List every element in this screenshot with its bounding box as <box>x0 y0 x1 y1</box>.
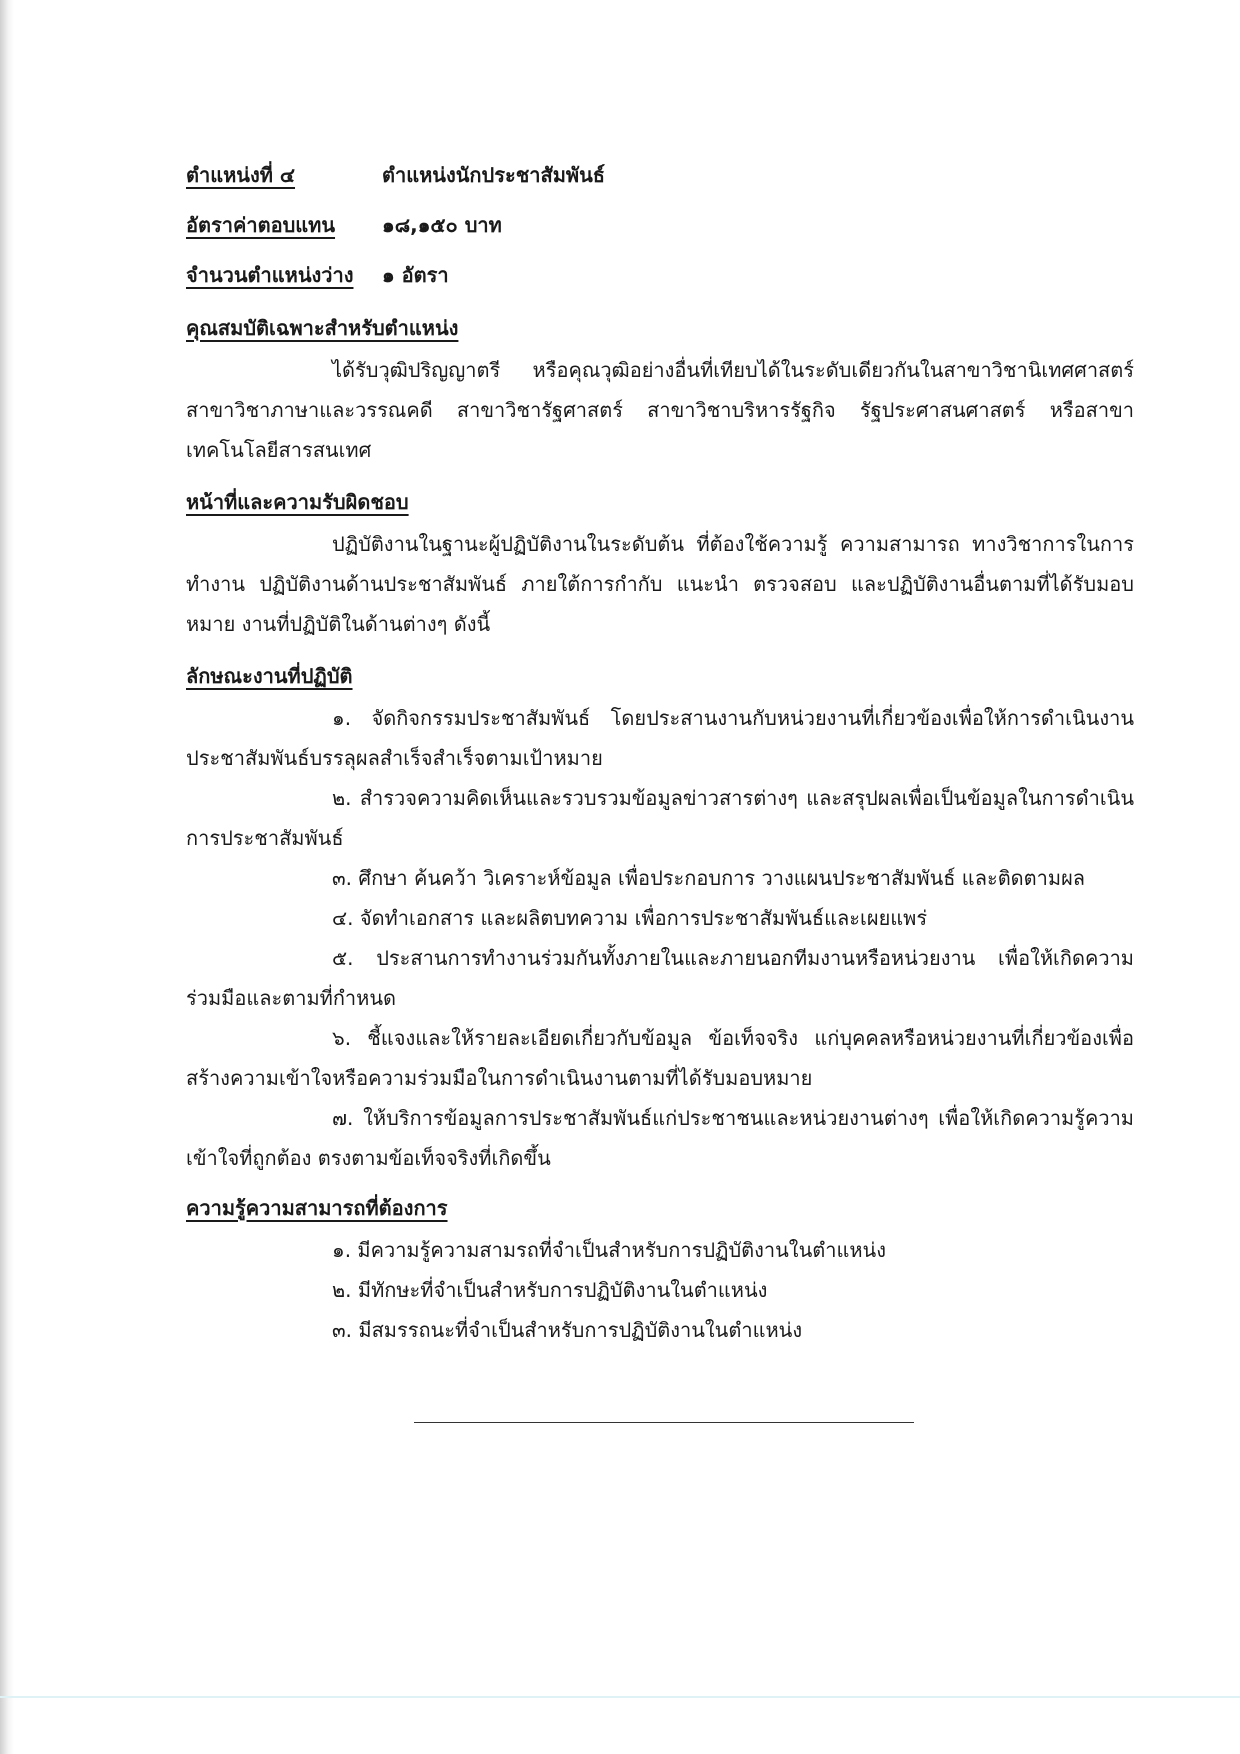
work-item-4: ๔. จัดทำเอกสาร และผลิตบทความ เพื่อการประชาสัมพันธ์และเผยแพร่ <box>332 906 928 930</box>
competency-item-3: ๓. มีสมรรถนะที่จำเป็นสำหรับการปฏิบัติงานในตำแหน่ง <box>332 1318 803 1342</box>
document-body <box>186 150 1134 1358</box>
scan-left-edge <box>0 0 14 1754</box>
competency-list <box>186 1230 1134 1350</box>
vacancies-value: ๑ อัตรา <box>382 263 449 287</box>
competency-heading: ความรู้ความสามารถที่ต้องการ <box>186 1196 448 1220</box>
position-label: ตำแหน่งที่ ๔ <box>186 163 296 187</box>
work-item-1: ๑. จัดกิจกรรมประชาสัมพันธ์ โดยประสานงานกับหน่วยงานที่เกี่ยวข้องเพื่อให้การดำเนินงานประชาสัมพันธ์บรรลุผลสำเร็จสำเร็จตามเป้าหมาย <box>186 706 1134 770</box>
work-item-6: ๖. ชี้แจงและให้รายละเอียดเกี่ยวกับข้อมูล ข้อเท็จจริง แก่บุคคลหรือหน่วยงานที่เกี่ยวข้องเพื่อสร้างความเข้าใจหรือความร่วมมือในการดำเนินงานตามที่ได้รับมอบหมาย <box>186 1026 1134 1090</box>
work-heading: ลักษณะงานที่ปฏิบัติ <box>186 664 353 688</box>
duties-text: ปฏิบัติงานในฐานะผู้ปฏิบัติงานในระดับต้น ที่ต้องใช้ความรู้ ความสามารถ ทางวิชาการในการทำงาน ปฏิบัติงานด้านประชาสัมพันธ์ ภายใต้การกำกับ แนะนำ ตรวจสอบ และปฏิบัติงานอื่นตามที่ได้รับมอบหมาย งานที่ปฏิบัติในด้านต่างๆ ดังนี้ <box>186 532 1134 636</box>
competency-item-2: ๒. มีทักษะที่จำเป็นสำหรับการปฏิบัติงานในตำแหน่ง <box>332 1278 768 1302</box>
duties-heading: หน้าที่และความรับผิดชอบ <box>186 490 409 514</box>
work-item-3: ๓. ศึกษา ค้นคว้า วิเคราะห์ข้อมูล เพื่อประกอบการ วางแผนประชาสัมพันธ์ และติดตามผล <box>332 866 1086 890</box>
scan-bottom-edge <box>0 1696 1240 1698</box>
work-item-7: ๗. ให้บริการข้อมูลการประชาสัมพันธ์แก่ประชาชนและหน่วยงานต่างๆ เพื่อให้เกิดความรู้ความเข้าใจที่ถูกต้อง ตรงตามข้อเท็จจริงที่เกิดขึ้น <box>186 1106 1134 1170</box>
work-item-2: ๒. สำรวจความคิดเห็นและรวบรวมข้อมูลข่าวสารต่างๆ และสรุปผลเพื่อเป็นข้อมูลในการดำเนินการประชาสัมพันธ์ <box>186 786 1134 850</box>
work-item-5: ๕. ประสานการทำงานร่วมกันทั้งภายในและภายนอกทีมงานหรือหน่วยงาน เพื่อให้เกิดความร่วมมือและตามที่กำหนด <box>186 946 1134 1010</box>
position-value: ตำแหน่งนักประชาสัมพันธ์ <box>382 163 605 187</box>
vacancies-label: จำนวนตำแหน่งว่าง <box>186 263 354 287</box>
position-row <box>186 150 1134 200</box>
vacancies-row <box>186 250 1134 300</box>
salary-value: ๑๘,๑๕๐ บาท <box>382 213 502 237</box>
salary-label: อัตราค่าตอบแทน <box>186 213 336 237</box>
qualifications-text: ได้รับวุฒิปริญญาตรี หรือคุณวุฒิอย่างอื่นที่เทียบได้ในระดับเดียวกันในสาขาวิชานิเทศศาสตร์ สาขาวิชาภาษาและวรรณคดี สาขาวิชารัฐศาสตร์ สาขาวิชาบริหารรัฐกิจ รัฐประศาสนศาสตร์ หรือสาขาเทคโนโลยีสารสนเทศ <box>186 358 1134 462</box>
work-list <box>186 698 1134 1178</box>
competency-item-1: ๑. มีความรู้ความสามรถที่จำเป็นสำหรับการปฏิบัติงานในตำแหน่ง <box>332 1238 886 1262</box>
salary-row <box>186 200 1134 250</box>
qualifications-heading: คุณสมบัติเฉพาะสำหรับตำแหน่ง <box>186 316 459 340</box>
closing-divider <box>414 1422 914 1423</box>
